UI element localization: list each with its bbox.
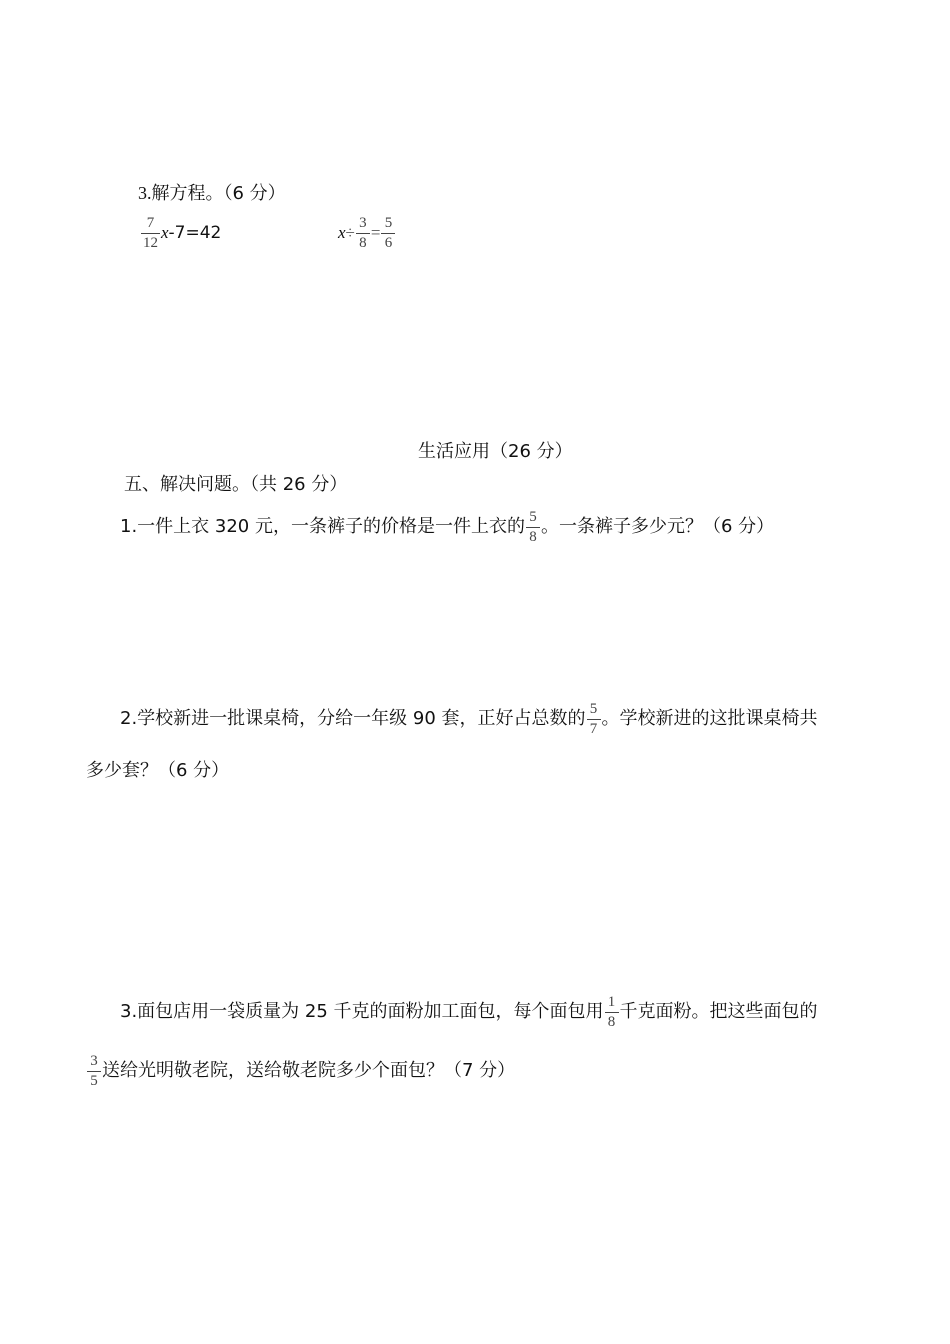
fraction-numerator: 7	[146, 215, 155, 231]
question-3-text-before: 3.面包店用一袋质量为 25 千克的面粉加工面包，每个面包用	[120, 1001, 604, 1022]
section-3-heading	[138, 182, 286, 205]
question-1	[120, 509, 774, 545]
section-3-number: 3.	[138, 183, 152, 203]
question-3-fraction	[606, 994, 618, 1030]
fraction-bar	[526, 527, 540, 528]
life-application-title: 生活应用（26 分）	[418, 441, 573, 462]
question-2-text-after: 。学校新进的这批课桌椅共	[601, 708, 818, 729]
fraction-numerator: 5	[529, 509, 537, 525]
equals-sign: =	[370, 223, 381, 242]
question-3-line-2-fraction	[88, 1053, 100, 1089]
fraction-denominator: 8	[607, 1014, 616, 1030]
fraction-bar	[381, 233, 395, 234]
question-1-text-after: 。一条裤子多少元？（6 分）	[540, 516, 775, 537]
fraction-numerator: 5	[589, 701, 598, 717]
section-3-title: 解方程。	[151, 183, 224, 204]
question-3-text-after: 千克面粉。把这些面包的	[619, 1001, 818, 1022]
question-1-text-before: 1.一件上衣 320 元，一条裤子的价格是一件上衣的	[120, 516, 525, 537]
section-3-score: （6 分）	[223, 183, 286, 204]
question-2-line-1	[120, 701, 818, 737]
equation-1-variable: x	[161, 223, 169, 242]
fraction-bar	[141, 233, 160, 234]
fraction-numerator: 1	[607, 994, 616, 1010]
fraction-bar	[605, 1012, 619, 1013]
question-3-line-2	[86, 1053, 515, 1089]
fraction-bar	[587, 719, 601, 720]
question-3-line-1	[120, 994, 818, 1030]
equation-2-variable: x	[338, 223, 346, 242]
question-2-text-before: 2.学校新进一批课桌椅，分给一年级 90 套，正好占总数的	[120, 708, 586, 729]
equation-1	[140, 215, 221, 251]
part-5-heading: 五、解决问题。（共 26 分）	[124, 474, 348, 495]
equation-2	[338, 215, 396, 251]
question-3-line-2-text: 送给光明敬老院，送给敬老院多少个面包？（7 分）	[102, 1060, 516, 1081]
question-1-fraction	[527, 509, 539, 545]
fraction-denominator: 12	[143, 235, 158, 251]
equation-1-rest: -7=42	[168, 223, 222, 243]
question-2-line-2: 多少套？（6 分）	[86, 760, 230, 781]
equation-2-fraction-2	[382, 215, 394, 251]
fraction-denominator: 8	[529, 529, 537, 545]
fraction-numerator: 3	[359, 215, 367, 231]
fraction-denominator: 7	[589, 721, 598, 737]
fraction-bar	[87, 1071, 101, 1072]
divide-sign: ÷	[345, 223, 355, 242]
fraction-numerator: 3	[90, 1053, 98, 1069]
fraction-denominator: 5	[90, 1073, 98, 1089]
fraction-numerator: 5	[384, 215, 393, 231]
fraction-denominator: 8	[359, 235, 367, 251]
equation-1-fraction	[142, 215, 159, 251]
fraction-bar	[356, 233, 370, 234]
equation-2-fraction-1	[357, 215, 369, 251]
question-2-fraction	[588, 701, 600, 737]
fraction-denominator: 6	[384, 235, 393, 251]
